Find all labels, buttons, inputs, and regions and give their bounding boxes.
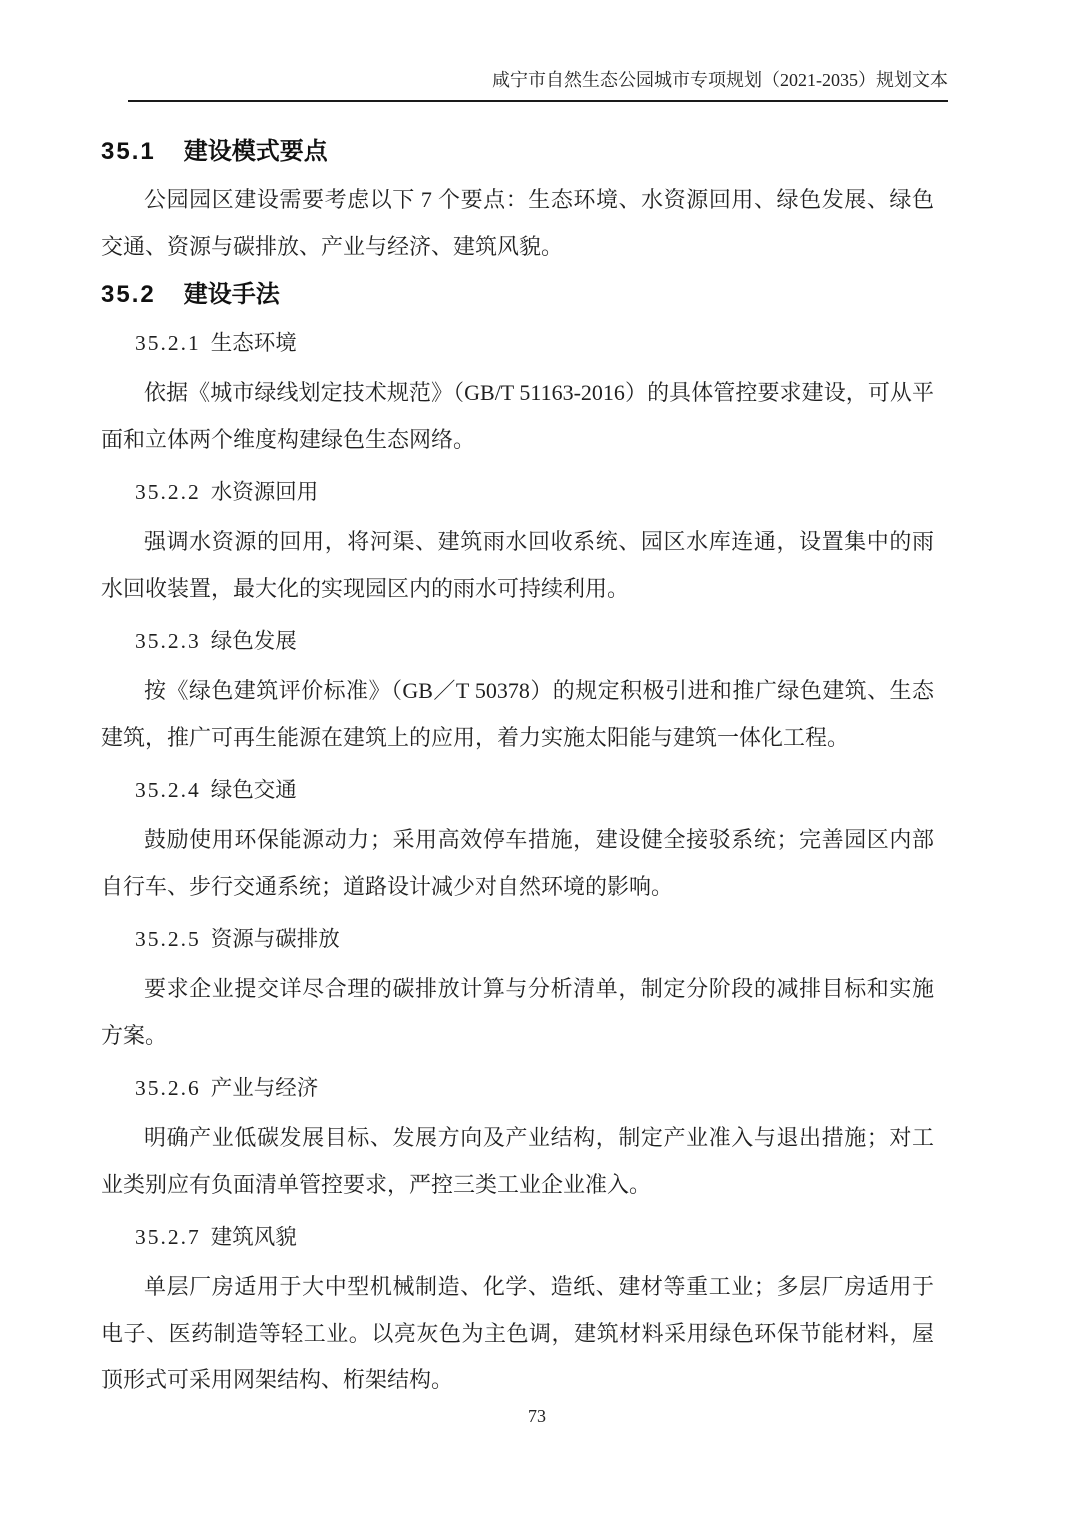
subsection-paragraph: 鼓励使用环保能源动力；采用高效停车措施，建设健全接驳系统；完善园区内部自行车、步行交通系统；道路设计减少对自然环境的影响。: [101, 827, 934, 899]
subsection-heading: [101, 618, 934, 664]
subsection-heading: [101, 1214, 934, 1260]
subsection-35-2-6: [101, 1065, 934, 1208]
subsection-heading: [101, 767, 934, 813]
page-content: [101, 102, 934, 1404]
subsection-heading: [101, 320, 934, 366]
subsection-35-2-3: [101, 618, 934, 761]
section-number: 35.2: [101, 281, 156, 308]
subsection-title: 生态环境: [210, 331, 297, 355]
running-header: [128, 0, 948, 102]
page-number: 73: [528, 1406, 546, 1426]
subsection-title: 水资源回用: [210, 480, 319, 504]
running-header-title: 咸宁市自然生态公园城市专项规划（2021-2035）规划文本: [492, 70, 948, 90]
subsection-number: 35.2.6: [135, 1076, 201, 1100]
subsection-paragraph: 依据《城市绿线划定技术规范》（GB/T 51163-2016）的具体管控要求建设，可从平面和立体两个维度构建绿色生态网络。: [101, 380, 934, 452]
subsection-35-2-4: [101, 767, 934, 910]
subsection-35-2-5: [101, 916, 934, 1059]
subsection-number: 35.2.1: [135, 331, 201, 355]
section-heading-35-1: [101, 137, 934, 167]
subsection-paragraph: 按《绿色建筑评价标准》（GB／T 50378）的规定积极引进和推广绿色建筑、生态建筑，推广可再生能源在建筑上的应用，着力实施太阳能与建筑一体化工程。: [101, 678, 934, 750]
subsection-title: 建筑风貌: [210, 1225, 297, 1249]
section-paragraph: 公园园区建设需要考虑以下 7 个要点：生态环境、水资源回用、绿色发展、绿色交通、资源与碳排放、产业与经济、建筑风貌。: [101, 187, 934, 259]
subsection-35-2-2: [101, 469, 934, 612]
subsection-number: 35.2.3: [135, 629, 201, 653]
section-number: 35.1: [101, 138, 156, 165]
subsection-number: 35.2.2: [135, 480, 201, 504]
subsection-number: 35.2.4: [135, 778, 201, 802]
subsection-paragraph: 单层厂房适用于大中型机械制造、化学、造纸、建材等重工业；多层厂房适用于电子、医药制造等轻工业。以亮灰色为主色调，建筑材料采用绿色环保节能材料，屋顶形式可采用网架结构、桁架结构。: [101, 1274, 934, 1392]
subsection-title: 绿色发展: [210, 629, 297, 653]
subsection-heading: [101, 469, 934, 515]
section-heading-35-2: [101, 280, 934, 310]
subsection-paragraph: 要求企业提交详尽合理的碳排放计算与分析清单，制定分阶段的减排目标和实施方案。: [101, 976, 934, 1048]
subsection-title: 资源与碳排放: [210, 927, 340, 951]
subsection-heading: [101, 916, 934, 962]
subsection-title: 绿色交通: [210, 778, 297, 802]
section-title: 建设模式要点: [183, 138, 328, 165]
subsection-paragraph: 强调水资源的回用，将河渠、建筑雨水回收系统、园区水库连通，设置集中的雨水回收装置，最大化的实现园区内的雨水可持续利用。: [101, 529, 934, 601]
subsection-number: 35.2.5: [135, 927, 201, 951]
section-title: 建设手法: [183, 281, 280, 308]
subsection-title: 产业与经济: [210, 1076, 319, 1100]
subsection-35-2-7: [101, 1214, 934, 1404]
subsection-paragraph: 明确产业低碳发展目标、发展方向及产业结构，制定产业准入与退出措施；对工业类别应有负面清单管控要求，严控三类工业企业准入。: [101, 1125, 934, 1197]
subsection-35-2-1: [101, 320, 934, 463]
subsection-number: 35.2.7: [135, 1225, 201, 1249]
subsection-heading: [101, 1065, 934, 1111]
